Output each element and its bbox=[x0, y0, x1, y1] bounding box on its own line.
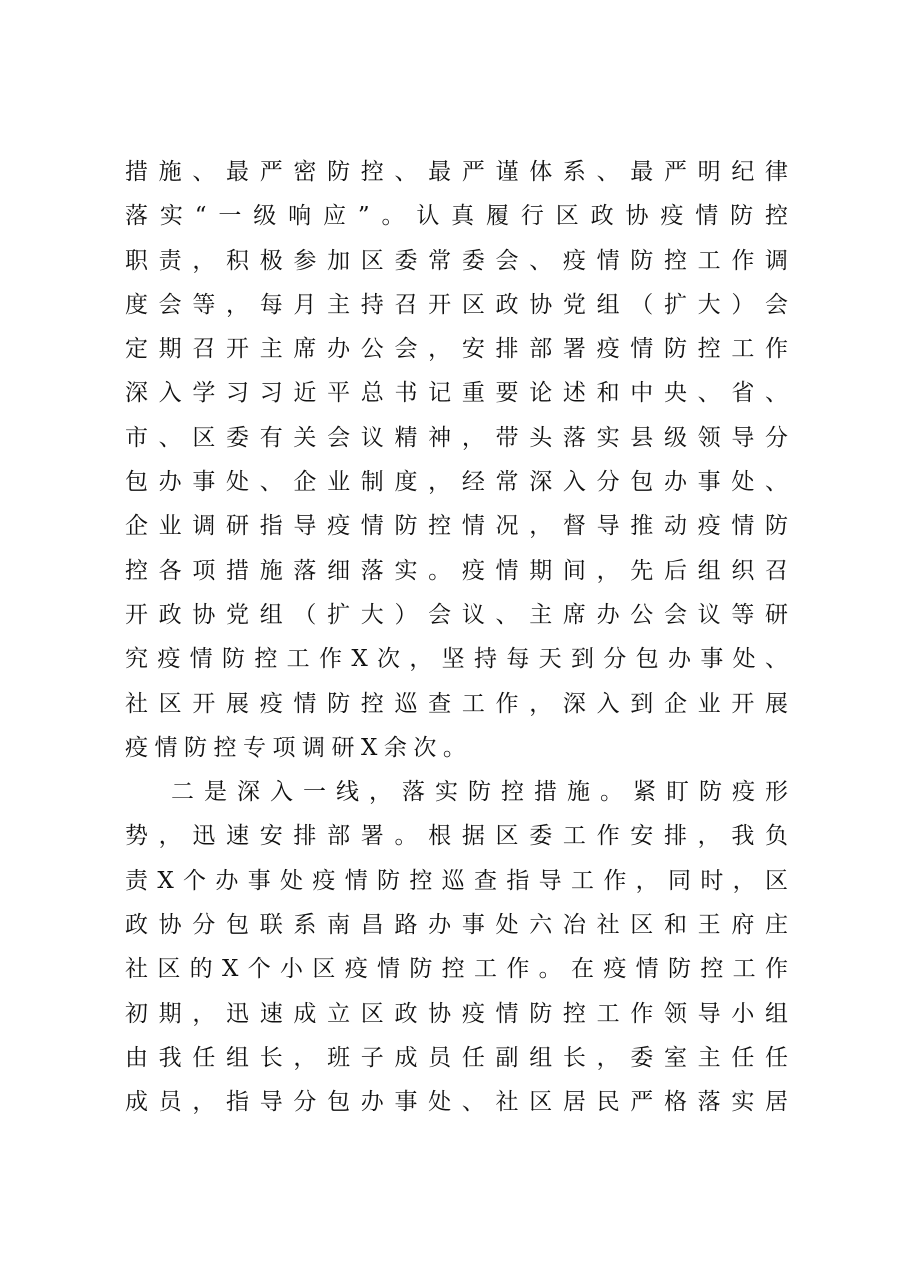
text-line: 包办事处、企业制度，经常深入分包办事处、 bbox=[125, 469, 788, 496]
text-line: 开政协党组（扩大）会议、主席办公会议等研 bbox=[125, 601, 788, 628]
text-line: 措施、最严密防控、最严谨体系、最严明纪律 bbox=[125, 159, 788, 185]
text-line: 由我任组长，班子成员任副组长，委室主任任 bbox=[125, 1044, 788, 1071]
text-line: 市、区委有关会议精神，带头落实县级领导分 bbox=[125, 424, 788, 451]
text-line: 企业调研指导疫情防控情况，督导推动疫情防 bbox=[125, 513, 788, 540]
text-line: 政协分包联系南昌路办事处六冶社区和王府庄 bbox=[125, 912, 788, 939]
text-line: 究疫情防控工作X次，坚持每天到分包办事处、 bbox=[125, 646, 788, 673]
text-line: 疫情防控专项调研X余次。 bbox=[125, 734, 473, 761]
text-line: 度会等，每月主持召开区政协党组（扩大）会 bbox=[125, 291, 788, 318]
text-line: 势，迅速安排部署。根据区委工作安排，我负 bbox=[125, 823, 788, 850]
text-line: 落实“一级响应”。认真履行区政协疫情防控 bbox=[125, 203, 788, 230]
body-text bbox=[125, 150, 788, 1125]
text-line: 社区开展疫情防控巡查工作，深入到企业开展 bbox=[125, 690, 788, 717]
text-line: 职责，积极参加区委常委会、疫情防控工作调 bbox=[125, 247, 788, 274]
text-line: 社区的X个小区疫情防控工作。在疫情防控工作 bbox=[125, 956, 788, 983]
text-line: 初期，迅速成立区政协疫情防控工作领导小组 bbox=[125, 1000, 788, 1027]
text-line: 深入学习习近平总书记重要论述和中央、省、 bbox=[125, 380, 788, 407]
text-line: 责X个办事处疫情防控巡查指导工作，同时，区 bbox=[125, 867, 788, 894]
text-line: 控各项措施落细落实。疫情期间，先后组织召 bbox=[125, 557, 788, 584]
text-line: 成员，指导分包办事处、社区居民严格落实居 bbox=[125, 1089, 788, 1116]
text-line: 定期召开主席办公会，安排部署疫情防控工作 bbox=[125, 336, 788, 363]
text-line: 二是深入一线，落实防控措施。紧盯防疫形 bbox=[171, 779, 788, 806]
